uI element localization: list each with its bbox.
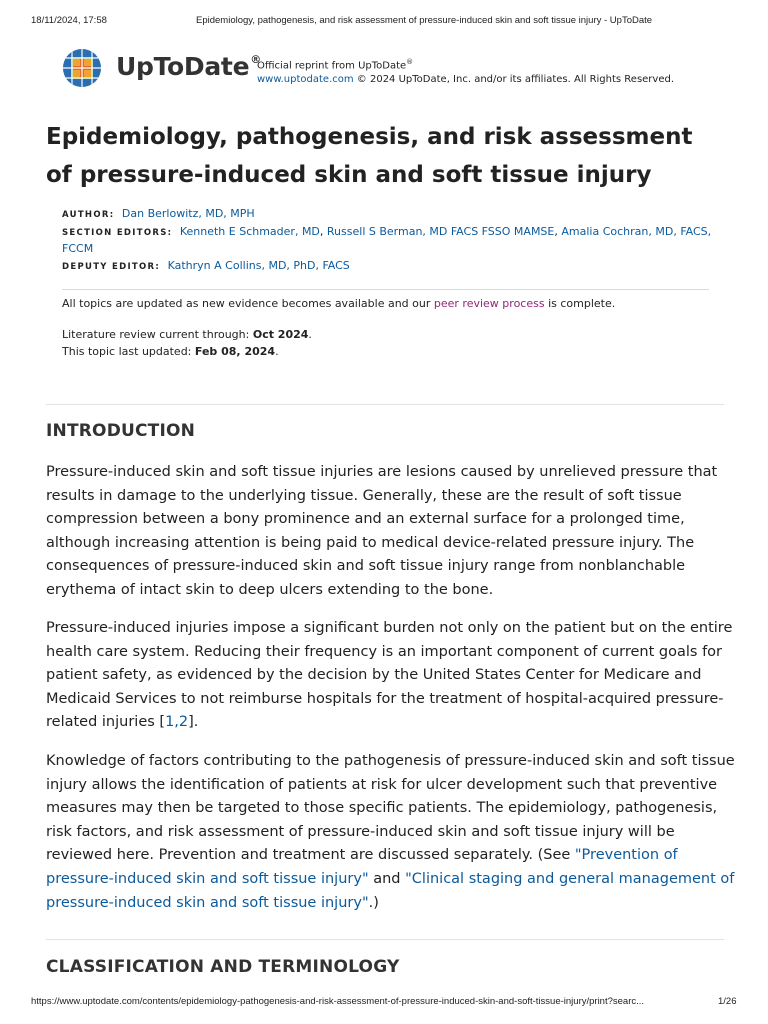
intro-paragraph-3: Knowledge of factors contributing to the pathogenesis of pressure-induced skin and soft tissue injury allows the identification of patients at risk for ulcer development such that preventive measures may then be targeted to those specific patients. The epidemiology, pathogenesis, risk factors, and risk assessment of pressure-induced skin and soft tissue injury will be reviewed here. Prevention and treatment are discussed separately. (See "Prevention of pressure-induced skin and soft tissue injury" and "Clinical staging and general management of pressure-induced skin and soft tissue injury".) bbox=[46, 753, 735, 911]
print-date: 18/11/2024, 17:58 bbox=[31, 15, 107, 26]
author-link[interactable]: Dan Berlowitz, MD, MPH bbox=[121, 207, 255, 220]
section-divider bbox=[46, 404, 724, 405]
print-header bbox=[0, 13, 768, 27]
reprint-notice bbox=[257, 55, 674, 87]
section-editor-link[interactable]: Amalia Cochran, MD, FACS, FCCM bbox=[62, 224, 712, 255]
uptodate-logo-icon bbox=[62, 48, 102, 88]
deputy-editor-link[interactable]: Kathryn A Collins, MD, PhD, FACS bbox=[167, 258, 350, 272]
uptodate-site-link[interactable]: www.uptodate.com bbox=[257, 74, 354, 86]
registered-mark: ® bbox=[250, 53, 261, 66]
lit-review-date: Oct 2024 bbox=[252, 328, 309, 341]
author-label: AUTHOR: bbox=[62, 210, 115, 220]
section-divider bbox=[46, 939, 724, 940]
print-url: https://www.uptodate.com/contents/epidemiology-pathogenesis-and-risk-assessment-of-pressure-induced-skin-and-soft-tissue-injury/print?searc... bbox=[31, 996, 645, 1007]
section-editors-label: SECTION EDITORS: bbox=[62, 227, 173, 238]
reprint-text: Official reprint from UpToDate bbox=[257, 60, 407, 72]
classification-heading: CLASSIFICATION AND TERMINOLOGY bbox=[46, 957, 400, 977]
byline-divider bbox=[62, 289, 709, 290]
update-notice: All topics are updated as new evidence becomes available and our peer review process is complete. bbox=[62, 297, 616, 310]
copyright-text: © 2024 UpToDate, Inc. and/or its affiliates. All Rights Reserved. bbox=[353, 74, 675, 86]
staging-topic-link[interactable]: "Clinical staging and general management of pressure-induced skin and soft tissue injury" bbox=[46, 870, 735, 911]
intro-paragraph-2: Pressure-induced injuries impose a significant burden not only on the patient but on the entire health care system. Reducing their frequency is an important component of current goals for patient safety, as evidenced by the decision by the United States Center for Medicare and Medicaid Services to not reimburse hospitals for the treatment of hospital-acquired pressure-related injuries [1,2]. bbox=[46, 620, 733, 731]
brand-name: UpToDate® bbox=[116, 52, 261, 81]
last-updated-label: This topic last updated: bbox=[62, 344, 195, 358]
introduction-heading: INTRODUCTION bbox=[46, 421, 196, 441]
peer-review-link[interactable]: peer review process bbox=[433, 297, 545, 310]
intro-paragraph-1: Pressure-induced skin and soft tissue injuries are lesions caused by unrelieved pressure that results in damage to the underlying tissue. Generally, these are the result of soft tissue compression between a bony prominence and an external surface for a prolonged time, although increasing attention is being paid to medical device-related pressure injury. The consequences of pressure-induced skin and soft tissue injury range from nonblanchable erythema of intact skin to deep ulcers extending to the bone. bbox=[46, 464, 718, 598]
print-page-number: 1/26 bbox=[718, 996, 737, 1007]
deputy-editor-label: DEPUTY EDITOR: bbox=[62, 261, 161, 272]
reference-link[interactable]: 1,2 bbox=[165, 714, 189, 731]
lit-review-label: Literature review current through: bbox=[62, 328, 253, 341]
section-editor-link[interactable]: Kenneth E Schmader, MD bbox=[179, 224, 320, 238]
last-updated-date: Feb 08, 2024 bbox=[194, 344, 276, 358]
prevention-topic-link[interactable]: "Prevention of pressure-induced skin and soft tissue injury" bbox=[46, 847, 678, 887]
article-title: Epidemiology, pathogenesis, and risk assessment of pressure-induced skin and soft tissue injury bbox=[46, 124, 693, 188]
reprint-mark: ® bbox=[406, 58, 414, 66]
section-editor-link[interactable]: Russell S Berman, MD FACS FSSO MAMSE bbox=[326, 224, 555, 238]
print-page-title: Epidemiology, pathogenesis, and risk assessment of pressure-induced skin and soft tissue injury - UpToDate bbox=[196, 15, 653, 26]
review-dates: Literature review current through: Oct 2024. This topic last updated: Feb 08, 2024. bbox=[62, 328, 312, 358]
print-footer bbox=[0, 994, 768, 1008]
byline: AUTHOR: Dan Berlowitz, MD, MPH SECTION EDITORS: Kenneth E Schmader, MD, Russell S Berman, MD FACS FSSO MAMSE, Amalia Cochran, MD, FACS, FCCM DEPUTY EDITOR: Kathryn A Collins, MD, PhD, FACS bbox=[62, 207, 712, 272]
